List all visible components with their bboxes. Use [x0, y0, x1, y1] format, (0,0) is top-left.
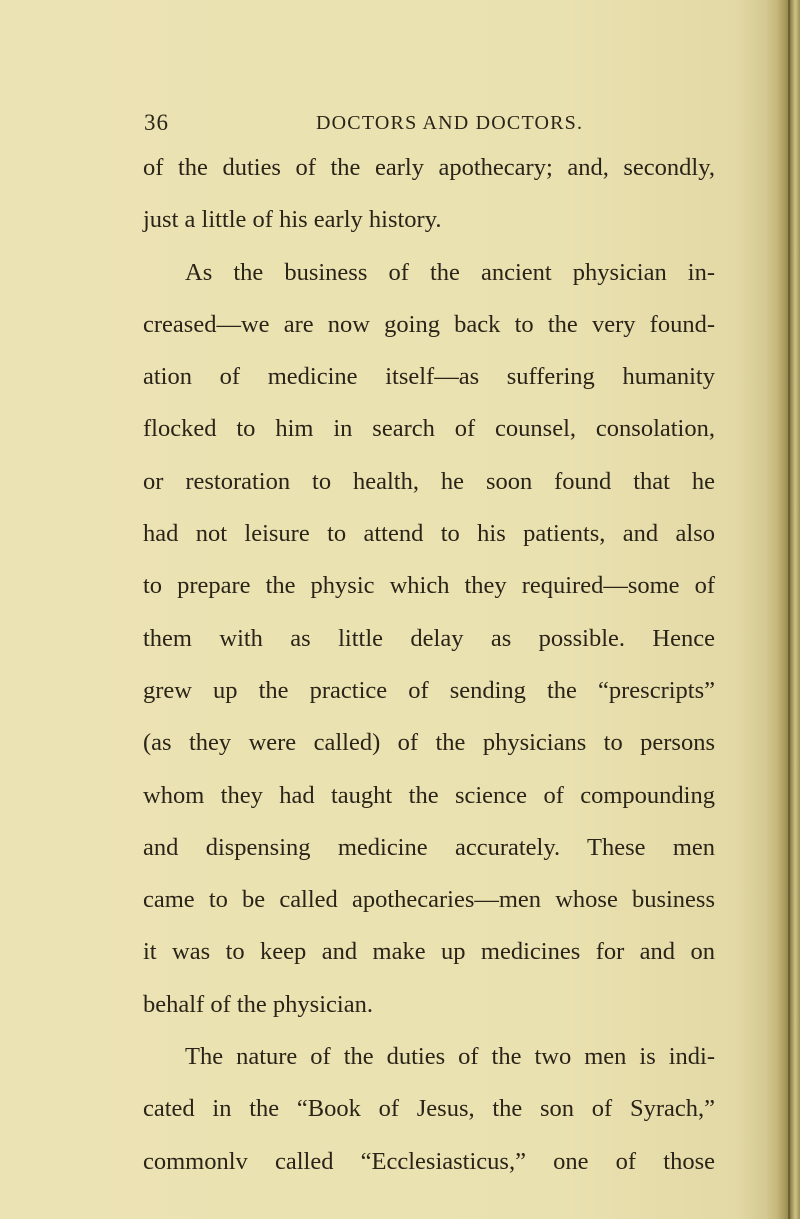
text-line: grew up the practice of sending the “prescripts”	[143, 676, 715, 704]
body-text	[143, 142, 715, 1188]
text-line: or restoration to health, he soon found that he	[143, 467, 715, 495]
text-line: creased—we are now going back to the very found-	[143, 310, 715, 338]
text-line: commonlv called “Ecclesiasticus,” one of those	[143, 1147, 715, 1175]
page-edge-line	[788, 0, 790, 1219]
text-line: The nature of the duties of the two men is indi-	[185, 1043, 715, 1071]
text-line: had not leisure to attend to his patients, and also	[143, 520, 715, 548]
page-number: 36	[144, 110, 169, 135]
text-line: came to be called apothecaries—men whose business	[143, 886, 715, 914]
text-line: and dispensing medicine accurately. These men	[143, 833, 715, 861]
text-line: just a little of his early history.	[143, 206, 442, 234]
text-line: flocked to him in search of counsel, consolation,	[143, 415, 715, 443]
running-title: DOCTORS AND DOCTORS.	[316, 112, 584, 134]
page-edge-shadow	[766, 0, 800, 1219]
text-line: it was to keep and make up medicines for and on	[143, 938, 715, 966]
text-line: whom they had taught the science of compounding	[143, 781, 715, 809]
text-line: them with as little delay as possible. Hence	[143, 624, 715, 652]
text-line: to prepare the physic which they required—some of	[143, 572, 715, 600]
text-line: (as they were called) of the physicians to persons	[143, 729, 715, 757]
text-line: ation of medicine itself—as suffering humanity	[143, 363, 715, 391]
text-line: cated in the “Book of Jesus, the son of Syrach,”	[143, 1095, 715, 1123]
text-line: behalf of the physician.	[143, 990, 373, 1018]
text-line: As the business of the ancient physician in-	[185, 258, 715, 286]
running-head	[144, 110, 740, 140]
text-line: of the duties of the early apothecary; and, secondly,	[143, 154, 715, 181]
